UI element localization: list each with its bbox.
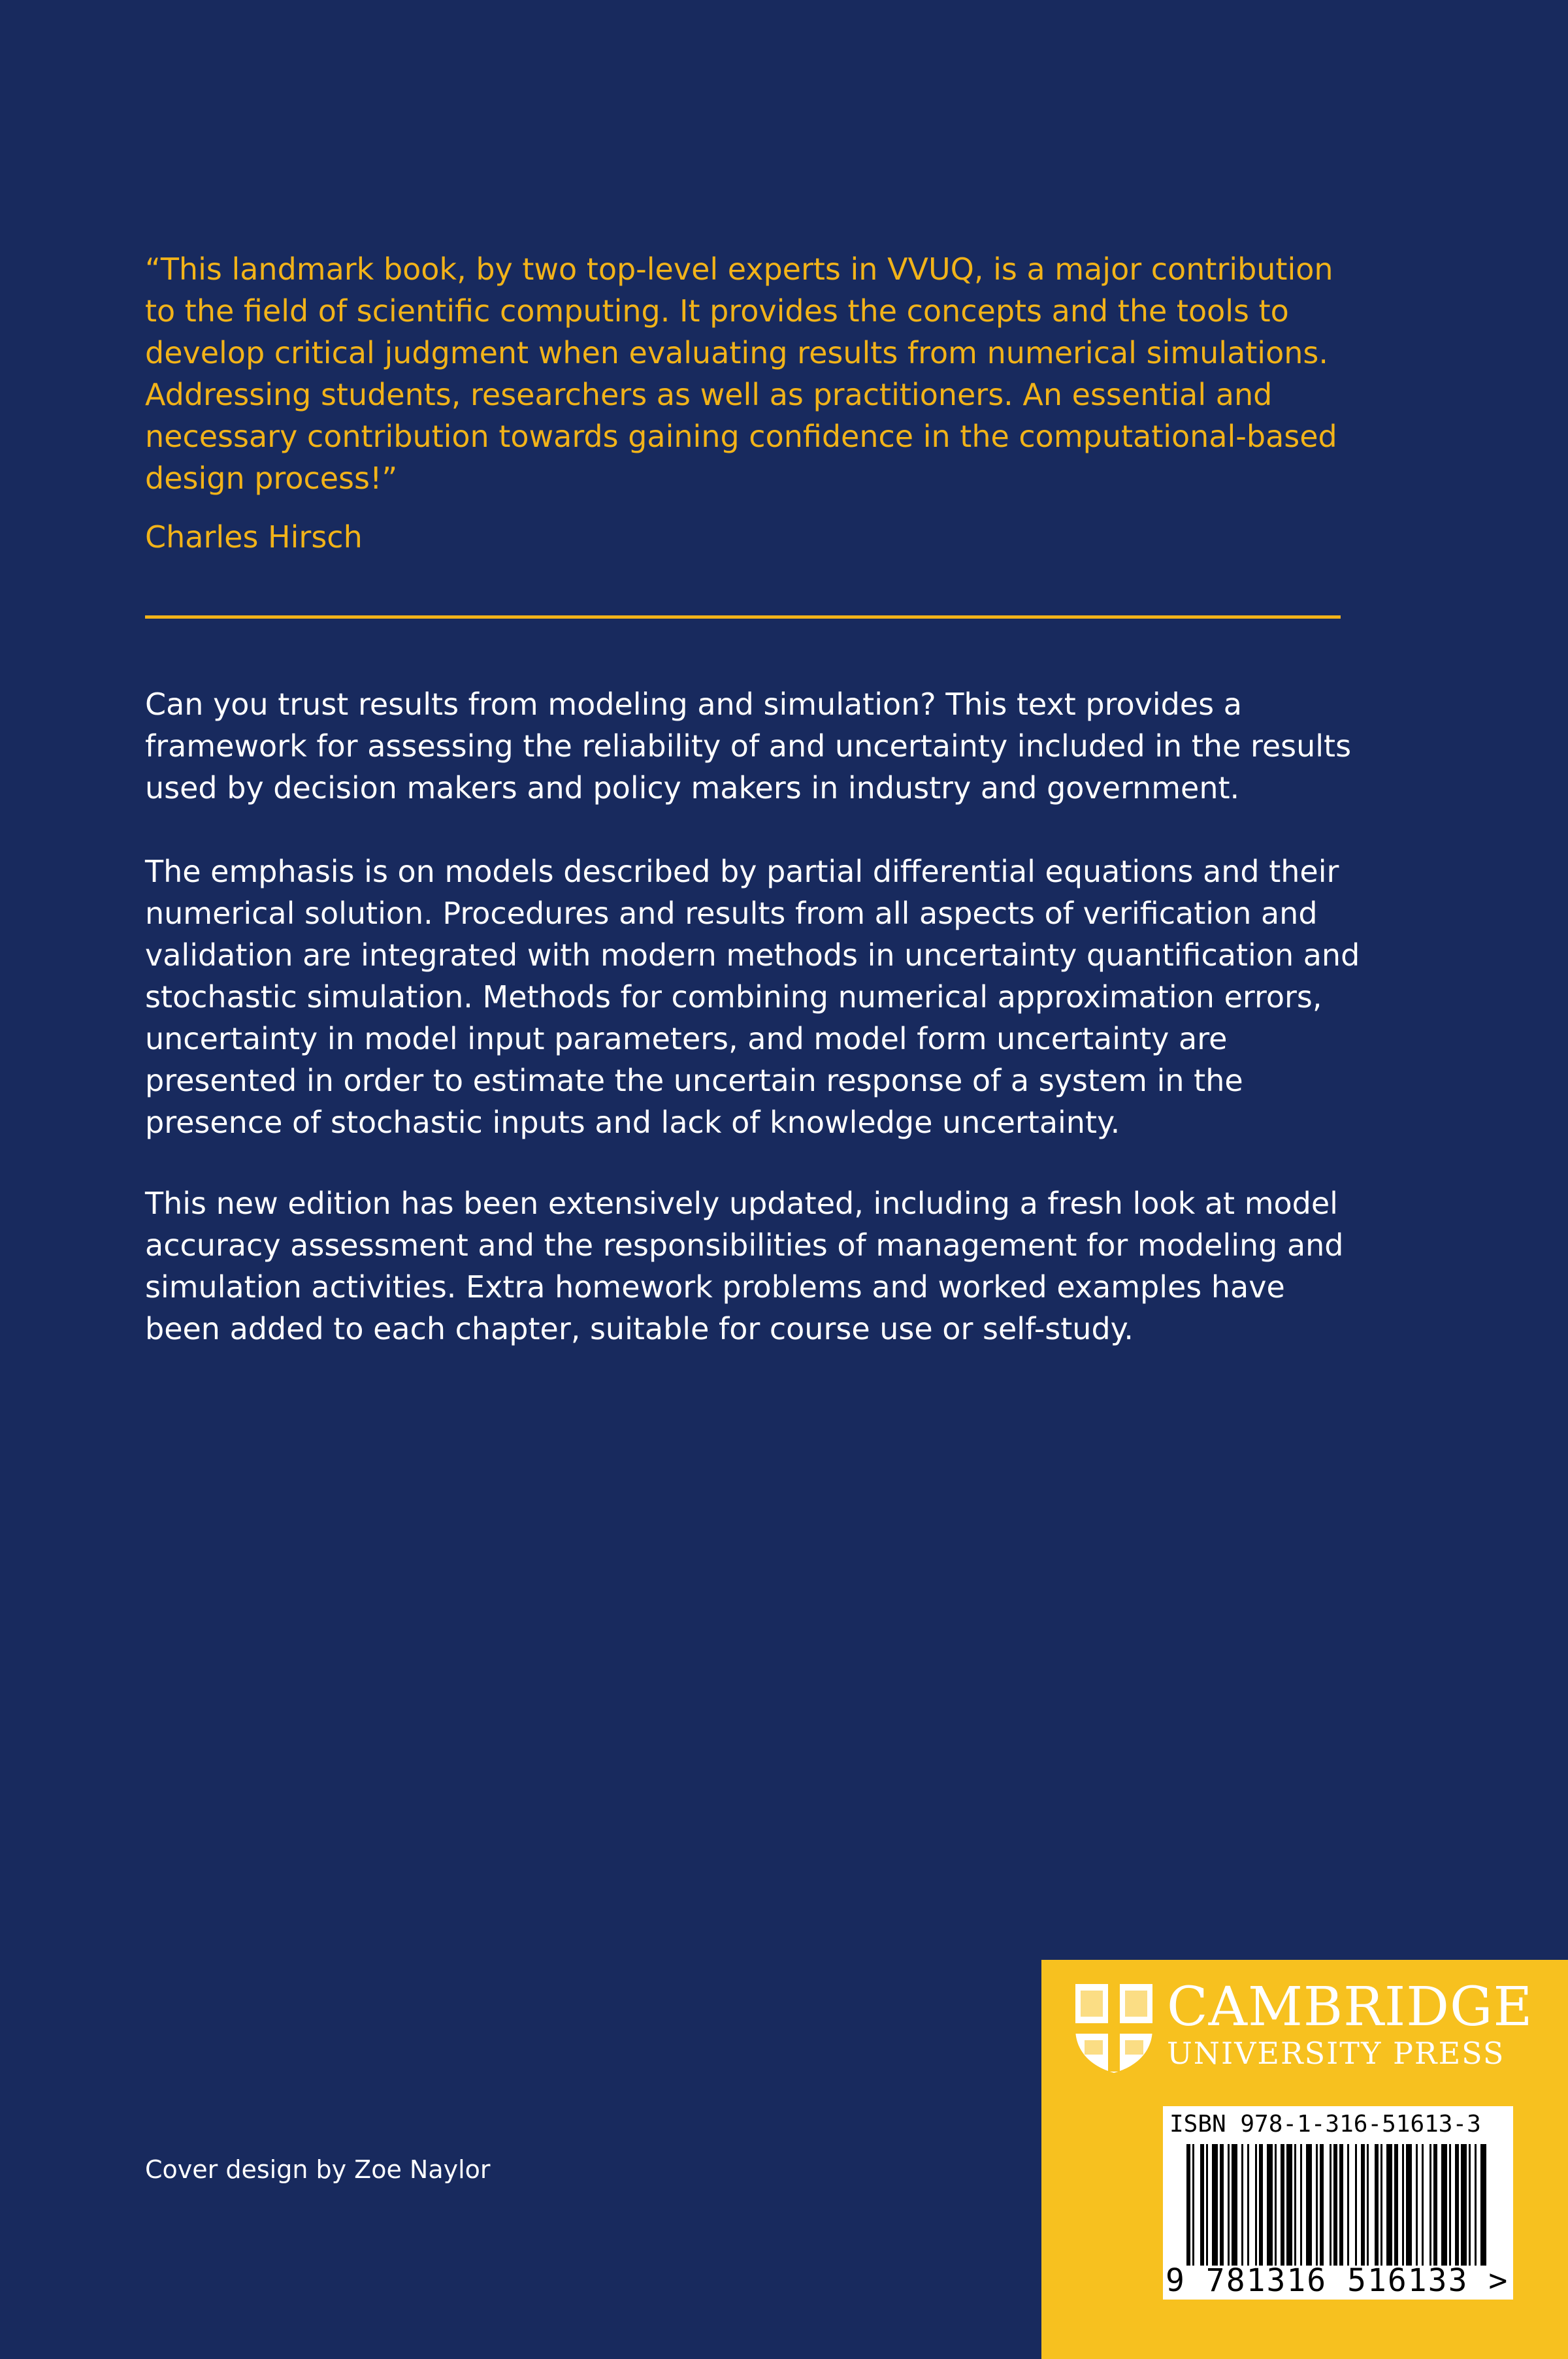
- barcode-bar: [1433, 2144, 1437, 2266]
- publisher-name: CAMBRIDGE: [1167, 1976, 1533, 2038]
- barcode-bar: [1255, 2144, 1257, 2266]
- publisher-box: [1041, 1960, 1568, 2359]
- barcode-bar: [1281, 2144, 1284, 2266]
- barcode-bar: [1347, 2144, 1349, 2266]
- isbn-label: ISBN 978-1-316-51613-3: [1169, 2111, 1481, 2138]
- barcode-bars: [1186, 2144, 1490, 2266]
- isbn-barcode: [1163, 2106, 1513, 2300]
- barcode-bar: [1380, 2144, 1382, 2266]
- barcode-bar: [1330, 2144, 1331, 2266]
- barcode-bar: [1480, 2144, 1486, 2266]
- barcode-bar: [1361, 2144, 1365, 2266]
- barcode-bar: [1475, 2144, 1477, 2266]
- barcode-bar: [1416, 2144, 1418, 2266]
- barcode-digits: 9 781316 516133 >: [1166, 2262, 1509, 2299]
- barcode-bar: [1455, 2144, 1459, 2266]
- barcode-bar: [1333, 2144, 1337, 2266]
- barcode-bar: [1402, 2144, 1404, 2266]
- cover-design-credit: Cover design by Zoe Naylor: [145, 2155, 491, 2184]
- barcode-bar: [1228, 2144, 1230, 2266]
- barcode-bar: [1212, 2144, 1218, 2266]
- endorsement-quote: “This landmark book, by two top-level experts in VVUQ, is a major contribution to the field of scientific computing. It provides the concepts and the tools to develop critical judgment when evaluating results from numerical simulations. Addressing students, researchers as well as practitioners. An essential and necessary contribution towards gaining confidence in the computational-based design process!”: [145, 252, 1337, 496]
- barcode-bar: [1441, 2144, 1447, 2266]
- barcode-bar: [1469, 2144, 1471, 2266]
- barcode-bar: [1192, 2144, 1194, 2266]
- description-paragraph-2: The emphasis is on models described by partial differential equations and their numerical solution. Procedures and results from all aspects of verification and validation are integrated with modern methods in uncertainty quantification and stochastic simulation. Methods for combining numerical approximation errors, uncertainty in model input parameters, and model form uncertainty are presented in order to estimate the uncertain response of a system in the presence of stochastic inputs and lack of knowledge uncertainty.: [145, 854, 1360, 1140]
- barcode-bar: [1220, 2144, 1224, 2266]
- barcode-bar: [1461, 2144, 1467, 2266]
- barcode-bar: [1375, 2144, 1379, 2266]
- barcode-bar: [1286, 2144, 1292, 2266]
- barcode-bar: [1339, 2144, 1343, 2266]
- barcode-bar: [1449, 2144, 1451, 2266]
- barcode-bar: [1294, 2144, 1296, 2266]
- barcode-bar: [1316, 2144, 1318, 2266]
- barcode-bar: [1355, 2144, 1357, 2266]
- description-paragraph-3: This new edition has been extensively updated, including a fresh look at model accuracy assessment and the responsibilities of management for modeling and simulation activities. Extra homework problems and worked examples have been added to each chapter, suitable for course use or self-study.: [145, 1186, 1344, 1346]
- barcode-bar: [1275, 2144, 1277, 2266]
- barcode-bar: [1206, 2144, 1208, 2266]
- barcode-bar: [1241, 2144, 1243, 2266]
- barcode-bar: [1386, 2144, 1392, 2266]
- barcode-bar: [1429, 2144, 1431, 2266]
- cambridge-shield-icon: [1074, 1983, 1154, 2074]
- barcode-bar: [1306, 2144, 1312, 2266]
- barcode-bar: [1422, 2144, 1424, 2266]
- divider-rule: [145, 615, 1341, 619]
- endorsement-author: Charles Hirsch: [145, 519, 363, 555]
- barcode-bar: [1247, 2144, 1249, 2266]
- barcode-bar: [1320, 2144, 1324, 2266]
- barcode-bar: [1367, 2144, 1369, 2266]
- barcode-bar: [1186, 2144, 1190, 2266]
- barcode-bar: [1394, 2144, 1398, 2266]
- barcode-bar: [1259, 2144, 1263, 2266]
- barcode-bar: [1200, 2144, 1204, 2266]
- publisher-subname: UNIVERSITY PRESS: [1167, 2036, 1505, 2071]
- barcode-bar: [1232, 2144, 1237, 2266]
- barcode-bar: [1406, 2144, 1412, 2266]
- barcode-bar: [1300, 2144, 1302, 2266]
- barcode-bar: [1267, 2144, 1273, 2266]
- description-paragraph-1: Can you trust results from modeling and simulation? This text provides a framework for assessing the reliability of and uncertainty included in the results used by decision makers and policy makers in industry and government.: [145, 687, 1352, 805]
